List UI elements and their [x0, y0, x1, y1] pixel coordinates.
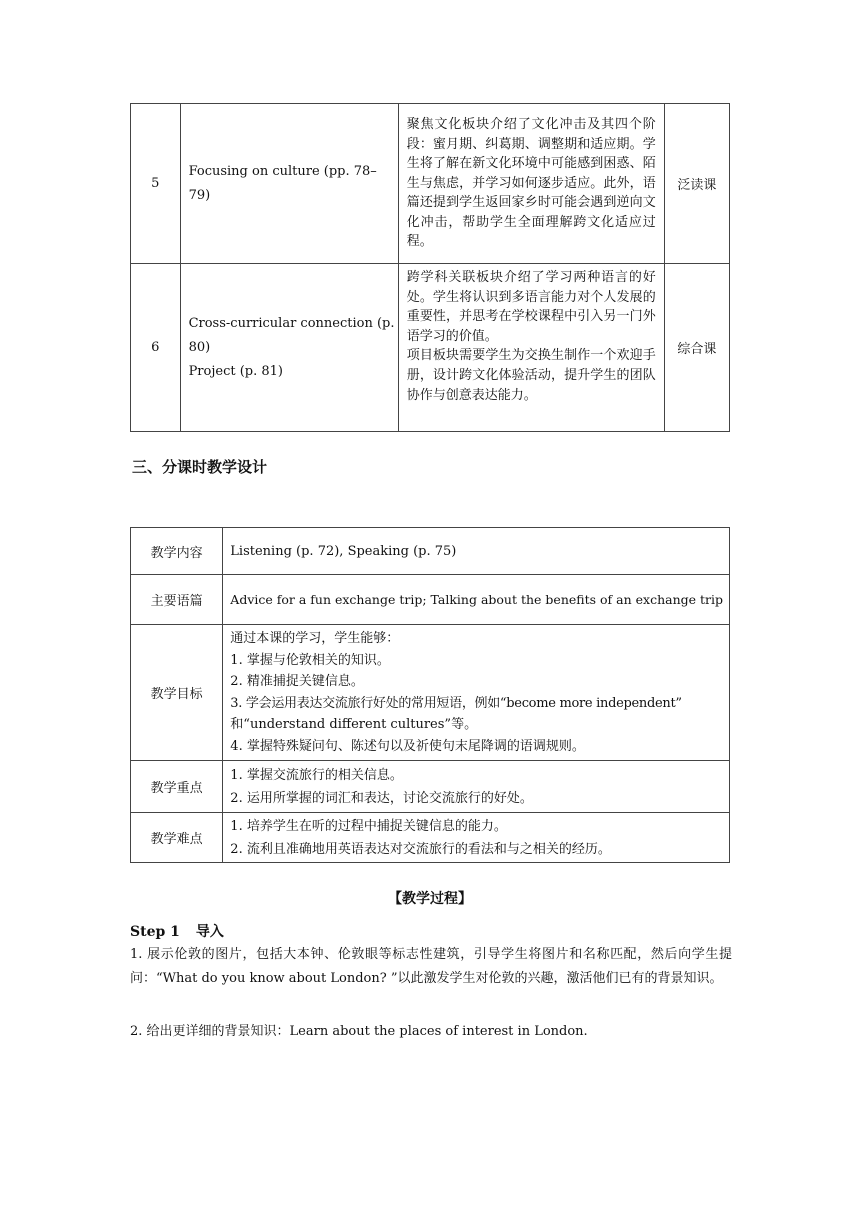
row-label: 教学内容	[131, 528, 223, 575]
key-line: 1. 掌握交流旅行的相关信息。	[230, 767, 403, 783]
step-label: Step 1	[130, 924, 180, 940]
section-cell	[180, 104, 398, 264]
section-name: Project (p. 81)	[188, 363, 283, 379]
row-value	[223, 813, 730, 863]
table-row	[131, 104, 730, 264]
row-value: Advice for a fun exchange trip; Talking about the benefits of an exchange trip	[223, 575, 730, 625]
row-label: 主要语篇	[131, 575, 223, 625]
table-row	[131, 813, 730, 863]
row-value	[223, 625, 730, 761]
step-paragraph: 2. 给出更详细的背景知识：Learn about the places of interest in London.	[130, 1024, 588, 1039]
section-name: Cross-curricular connection (p. 80)	[188, 315, 395, 355]
row-number: 5	[131, 104, 181, 264]
step-heading	[130, 921, 224, 941]
goal-line: 和“understand different cultures”等。	[230, 717, 478, 732]
step-paragraph: 1. 展示伦敦的图片，包括大本钟、伦敦眼等标志性建筑，引导学生将图片和名称匹配，然后向学生提问：“What do you know about London? ”以此激发学生对伦敦的兴趣，激活他们已有的背景知识。	[130, 947, 732, 986]
section-heading: 三、分课时教学设计	[132, 458, 268, 476]
description-cell	[398, 264, 664, 432]
table-row	[131, 625, 730, 761]
row-value: Listening (p. 72), Speaking (p. 75)	[223, 528, 730, 575]
row-number: 6	[131, 264, 181, 432]
row-label: 教学难点	[131, 813, 223, 863]
row-label: 教学目标	[131, 625, 223, 761]
table-row	[131, 761, 730, 813]
row-label: 教学重点	[131, 761, 223, 813]
description-paragraph: 跨学科关联板块介绍了学习两种语言的好处。学生将认识到多语言能力对个人发展的重要性，并思考在学校课程中引入另一门外语学习的价值。	[406, 270, 656, 344]
key-line: 2. 运用所掌握的词汇和表达，讨论交流旅行的好处。	[230, 790, 533, 806]
process-title: 【教学过程】	[388, 891, 472, 907]
goal-line: 1. 掌握与伦敦相关的知识。	[230, 652, 390, 668]
description-cell: 聚焦文化板块介绍了文化冲击及其四个阶段：蜜月期、纠葛期、调整期和适应期。学生将了解在新文化环境中可能感到困惑、陌生与焦虑，并学习如何逐步适应。此外，语篇还提到学生返回家乡时可能会遇到逆向文化冲击，帮助学生全面理解跨文化适应过程。	[398, 104, 664, 264]
lesson-type: 泛读课	[664, 104, 729, 264]
row-value	[223, 761, 730, 813]
table-row	[131, 528, 730, 575]
description-paragraph: 项目板块需要学生为交换生制作一个欢迎手册，设计跨文化体验活动，提升学生的团队协作与创意表达能力。	[406, 348, 656, 403]
lesson-type: 综合课	[664, 264, 729, 432]
table-row	[131, 264, 730, 432]
table-row	[131, 575, 730, 625]
goal-line: 2. 精准捕捉关键信息。	[230, 674, 364, 689]
difficult-line: 2. 流利且准确地用英语表达对交流旅行的看法和与之相关的经历。	[230, 841, 611, 857]
step-name: 导入	[195, 924, 224, 940]
section-cell	[180, 264, 398, 432]
goal-line: 通过本课的学习，学生能够：	[230, 631, 400, 646]
lesson-design-table	[130, 527, 730, 863]
overview-table	[130, 103, 730, 432]
difficult-line: 1. 培养学生在听的过程中捕捉关键信息的能力。	[230, 818, 507, 834]
goal-line: 4. 掌握特殊疑问句、陈述句以及祈使句末尾降调的语调规则。	[230, 738, 585, 754]
section-name: Focusing on culture (pp. 78–79)	[188, 163, 377, 203]
goal-line: 3. 学会运用表达交流旅行好处的常用短语，例如“become more independent”	[230, 695, 682, 711]
